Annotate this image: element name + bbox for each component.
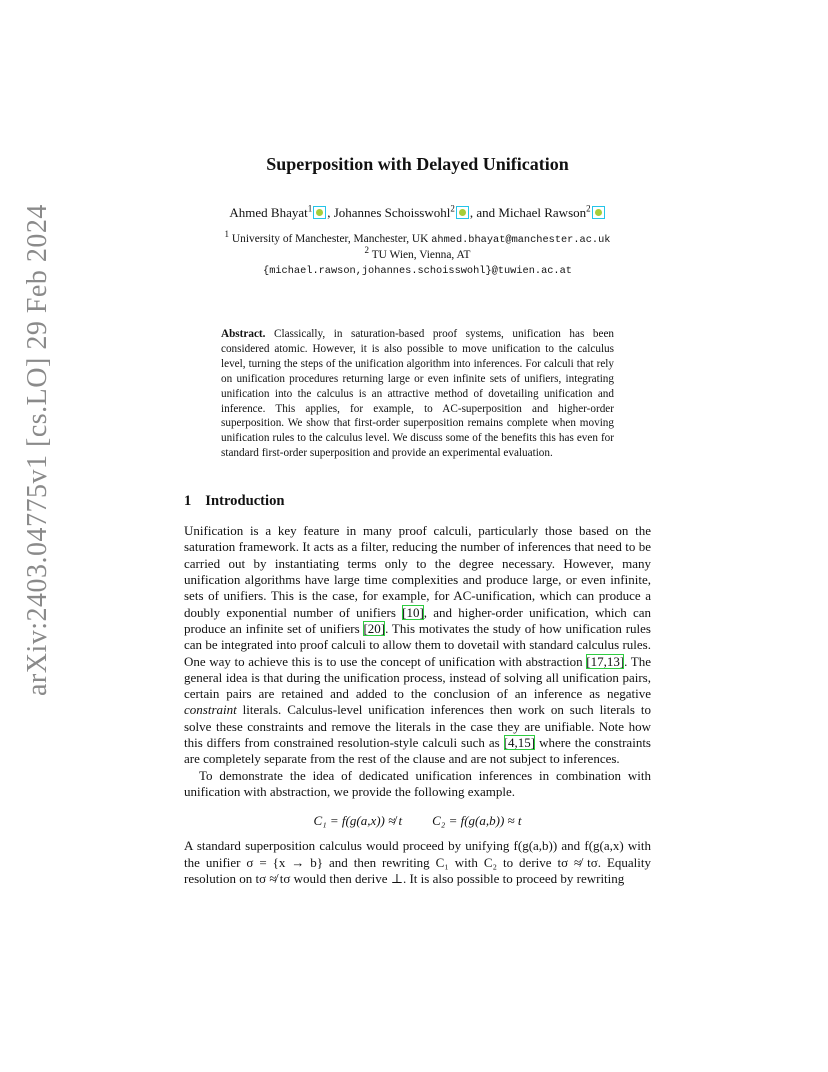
paragraph-text: , and higher-order unification, which can produce an infinite set of unifiers: [184, 604, 652, 636]
citation-link[interactable]: [10]: [402, 604, 424, 620]
paper-page: [184, 150, 651, 887]
author-affil-mark: 1: [307, 203, 313, 214]
citation-link[interactable]: [17,13]: [586, 653, 625, 669]
section-number: 1: [184, 493, 192, 510]
affiliations: [184, 229, 651, 279]
author-affil-mark: 2: [586, 203, 591, 214]
paragraph-text: . This motivates the study of how unification rules can be integrated into proof calculi to allow them to dovetail with standard calculus rules. One way to achieve this is to use the concept of unification with abstraction: [184, 620, 651, 669]
paper-title: Superposition with Delayed Unification: [266, 154, 569, 174]
author-separator: ,: [327, 205, 334, 220]
author-name: Johannes Schoisswohl: [333, 205, 451, 220]
abstract-label: Abstract.: [221, 328, 266, 340]
body-paragraph: A standard superposition calculus would proceed by unifying f(g(a,b)) and f(g(a,x) with the unifier σ = {x → b} and then rewriting C₁ with C₂ to derive tσ ≉ tσ. Equality resolution on tσ ≉ tσ would then derive ⊥. It is also possible to proceed by rewriting: [184, 838, 651, 886]
email-address[interactable]: ahmed.bhayat@manchester.ac.uk: [431, 234, 611, 246]
paragraph-text: literals. Calculus-level unification inferences then work on such literals to solve these constraints and remove the literals in the case they are unifiable. Note how this differs from constrained resolution-style calculi such as: [184, 702, 651, 751]
author-separator: , and: [469, 205, 499, 220]
paragraph-text: Unification is a key feature in many proof calculi, particularly those based on the saturation framework. It acts as a filter, reducing the number of inferences that need to be carried out by instantiating terms only to the degree necessary. However, many unification algorithms have large time complexities and produce large, or even infinite, sets of unifiers. This is the case, for example, for AC-unification, which can produce a doubly exponential number of unifiers: [184, 523, 651, 620]
affiliation-emails: [184, 263, 651, 279]
paragraph-text: where the constraints are completely separate from the rest of the clause and are not subject to inferences.: [184, 735, 651, 767]
section-heading: [184, 491, 651, 511]
arxiv-identifier: arXiv:2403.04775v1 [cs.LO] 29 Feb 2024: [22, 204, 53, 696]
affiliation-1: [184, 229, 651, 248]
equation-clause-2: C₂ = f(g(a,b)) ≈ t: [432, 813, 522, 829]
abstract-text: Classically, in saturation-based proof systems, unification has been considered atomic. However, it is also possible to move unification to the calculus level, turning the steps of the unification algorithm into inferences. For calculi that rely on unification procedures returning large or even infinite sets of unifiers, integrating unification into the calculus is an attractive method of dovetailing unification and inference. This applies, for example, to AC-superposition and higher-order superposition. We show that first-order superposition remains complete when moving unification rules to the calculus level. We discuss some of the benefits this has even for standard first-order superposition and provide an experimental evaluation.: [221, 328, 615, 460]
author-line: [184, 205, 651, 221]
equation-clause-1: C₁ = f(g(a,x)) ≉ t: [313, 813, 403, 829]
display-equation: [184, 813, 651, 829]
body-paragraph: [184, 523, 651, 767]
orcid-icon[interactable]: [592, 206, 605, 219]
author-name: Michael Rawson: [498, 205, 587, 220]
author-affil-mark: 2: [450, 203, 455, 214]
orcid-icon[interactable]: [456, 206, 469, 219]
affil-text: University of Manchester, Manchester, UK: [231, 233, 429, 245]
orcid-icon[interactable]: [313, 206, 326, 219]
arxiv-side-stamp: [22, 204, 56, 696]
affil-mark: 2: [364, 245, 370, 256]
emphasized-term: constraint: [184, 702, 237, 718]
section-title: Introduction: [205, 493, 285, 510]
email-address[interactable]: {michael.rawson,johannes.schoisswohl}@tuwien.ac.at: [263, 265, 572, 277]
citation-link[interactable]: [20]: [363, 620, 386, 636]
author-name: Ahmed Bhayat: [229, 205, 308, 220]
affiliation-2: [184, 245, 651, 263]
citation-link[interactable]: [4,15]: [503, 735, 536, 751]
paragraph-text: . The general idea is that during the unification process, instead of solving all unification pairs, certain pairs are retained and added to the conclusion of an inference as negative: [184, 653, 651, 702]
affil-text: TU Wien, Vienna, AT: [371, 249, 471, 261]
affil-mark: 1: [224, 229, 230, 240]
body-paragraph: To demonstrate the idea of dedicated unification inferences in combination with unification with abstraction, we provide the following example.: [184, 767, 651, 799]
abstract: [221, 327, 614, 461]
